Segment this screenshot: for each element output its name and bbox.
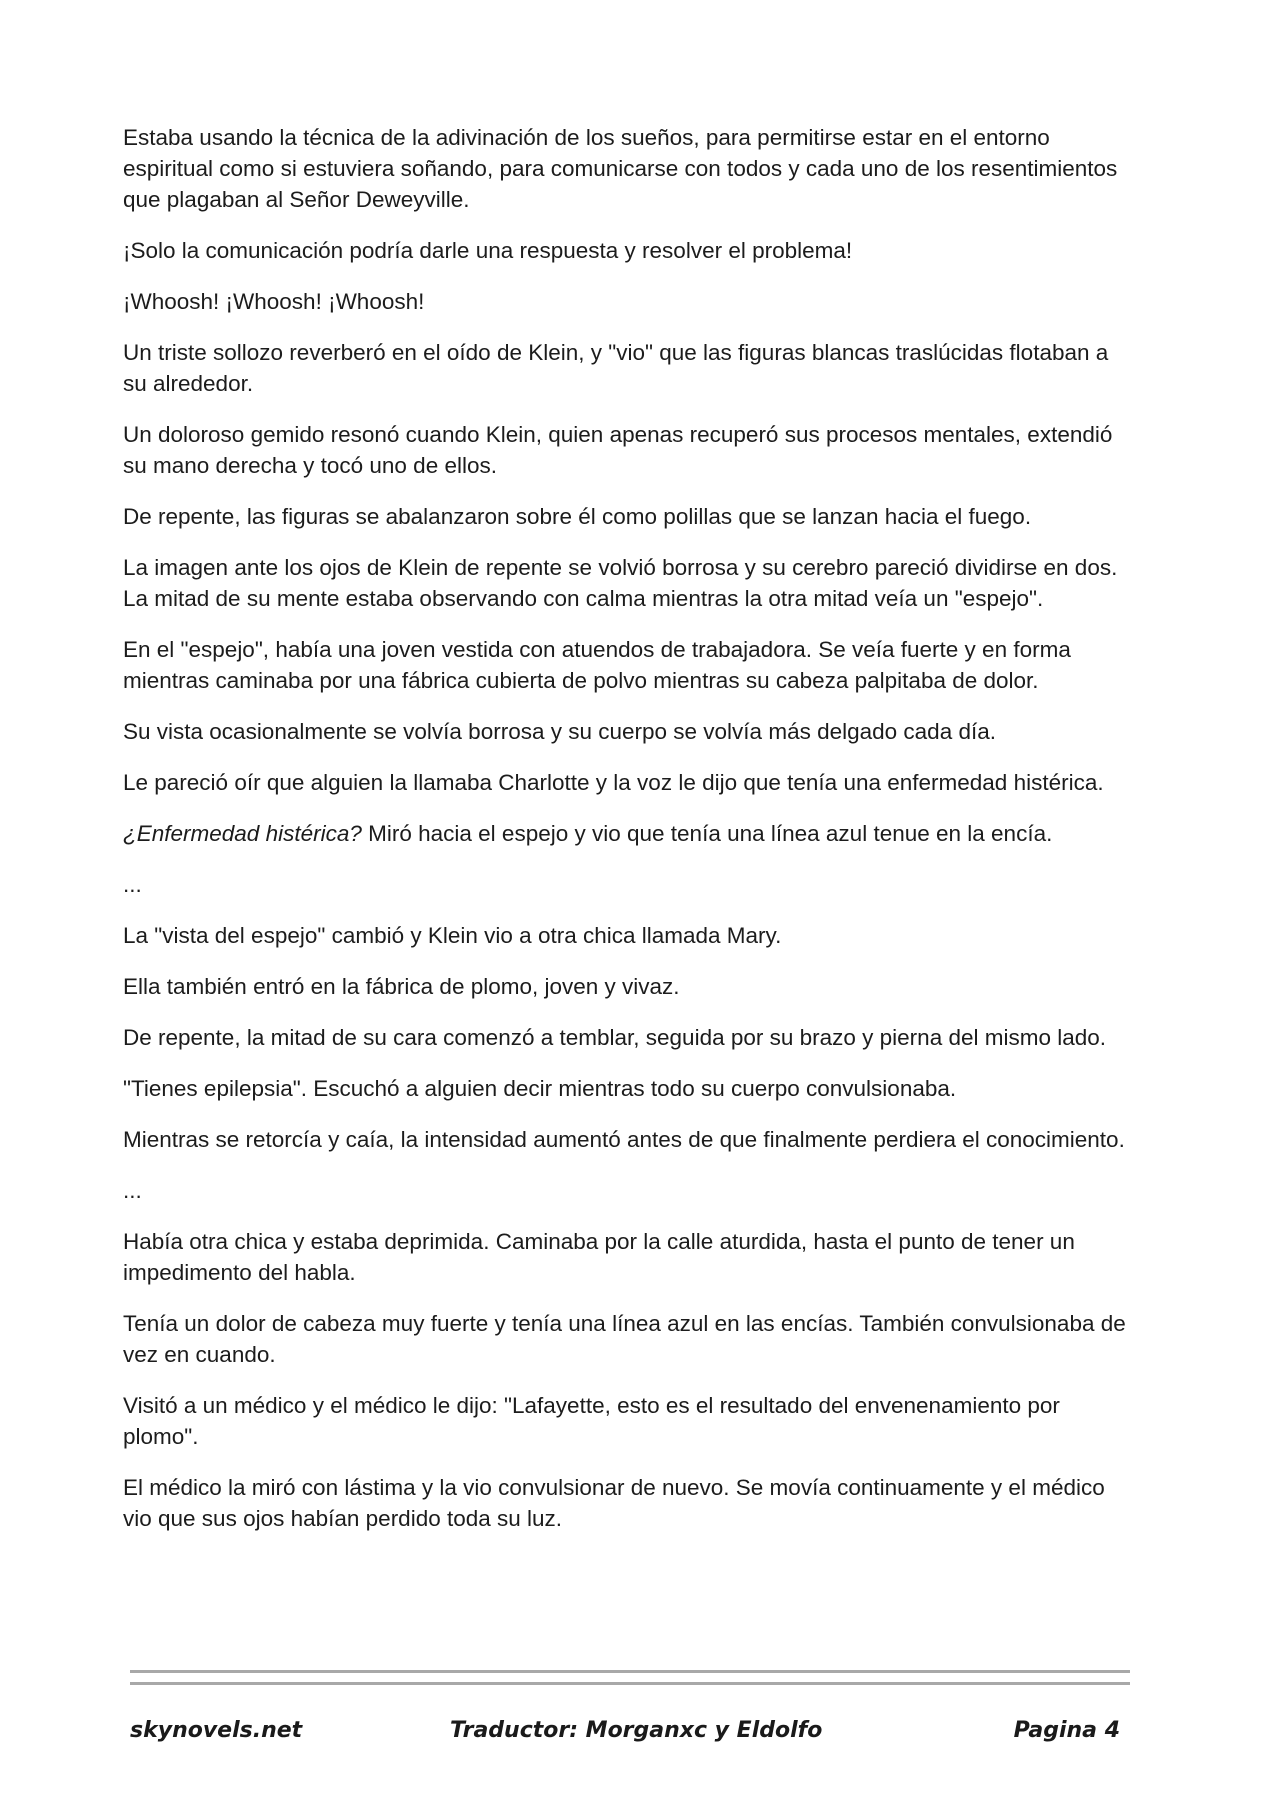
paragraph: Su vista ocasionalmente se volvía borrosa y su cuerpo se volvía más delgado cada día. [123, 719, 996, 744]
paragraph-with-italic [123, 818, 1133, 849]
paragraph: Un triste sollozo reverberó en el oído de Klein, y "vio" que las figuras blancas traslúcidas flotaban a su alrededor. [123, 340, 1109, 396]
paragraph: Había otra chica y estaba deprimida. Caminaba por la calle aturdida, hasta el punto de tener un impedimento del habla. [123, 1229, 1075, 1285]
paragraph: De repente, la mitad de su cara comenzó a temblar, seguida por su brazo y pierna del mismo lado. [123, 1025, 1107, 1050]
paragraph: La "vista del espejo" cambió y Klein vio a otra chica llamada Mary. [123, 923, 782, 948]
paragraph: Un doloroso gemido resonó cuando Klein, quien apenas recuperó sus procesos mentales, extendió su mano derecha y tocó uno de ellos. [123, 422, 1113, 478]
italic-phrase: ¿Enfermedad histérica? [123, 821, 362, 846]
paragraph: De repente, las figuras se abalanzaron sobre él como polillas que se lanzan hacia el fuego. [123, 504, 1032, 529]
paragraph: ¡Solo la comunicación podría darle una respuesta y resolver el problema! [123, 238, 853, 263]
paragraph: Ella también entró en la fábrica de plomo, joven y vivaz. [123, 974, 680, 999]
scene-break: ... [123, 872, 142, 897]
paragraph: En el "espejo", había una joven vestida con atuendos de trabajadora. Se veía fuerte y en forma mientras caminaba por una fábrica cubierta de polvo mientras su cabeza palpitaba de dolor. [123, 637, 1071, 693]
paragraph: Estaba usando la técnica de la adivinación de los sueños, para permitirse estar en el entorno espiritual como si estuviera soñando, para comunicarse con todos y cada uno de los resentimientos que plagaban al Señor Deweyville. [123, 125, 1118, 212]
paragraph: El médico la miró con lástima y la vio convulsionar de nuevo. Se movía continuamente y el médico vio que sus ojos habían perdido toda su luz. [123, 1475, 1105, 1531]
paragraph: Mientras se retorcía y caía, la intensidad aumentó antes de que finalmente perdiera el conocimiento. [123, 1127, 1125, 1152]
footer-site: skynovels.net [130, 1718, 303, 1743]
paragraph: "Tienes epilepsia". Escuchó a alguien decir mientras todo su cuerpo convulsionaba. [123, 1076, 957, 1101]
footer-divider [130, 1670, 1130, 1673]
footer-translator: Traductor: Morganxc y Eldolfo [450, 1718, 823, 1743]
document-body [123, 122, 1133, 1554]
paragraph: Le pareció oír que alguien la llamaba Charlotte y la voz le dijo que tenía una enfermedad histérica. [123, 770, 1104, 795]
paragraph: ¡Whoosh! ¡Whoosh! ¡Whoosh! [123, 289, 425, 314]
paragraph: La imagen ante los ojos de Klein de repente se volvió borrosa y su cerebro pareció dividirse en dos. La mitad de su mente estaba observando con calma mientras la otra mitad veía un "espejo". [123, 555, 1118, 611]
page-footer [130, 1718, 1130, 1752]
paragraph-rest: Miró hacia el espejo y vio que tenía una línea azul tenue en la encía. [361, 821, 1053, 846]
footer-divider [130, 1682, 1130, 1685]
paragraph: Tenía un dolor de cabeza muy fuerte y tenía una línea azul en las encías. También convulsionaba de vez en cuando. [123, 1311, 1126, 1367]
paragraph: Visitó a un médico y el médico le dijo: "Lafayette, esto es el resultado del envenenamiento por plomo". [123, 1393, 1060, 1449]
footer-page-number: Pagina 4 [1013, 1718, 1120, 1743]
scene-break: ... [123, 1178, 142, 1203]
